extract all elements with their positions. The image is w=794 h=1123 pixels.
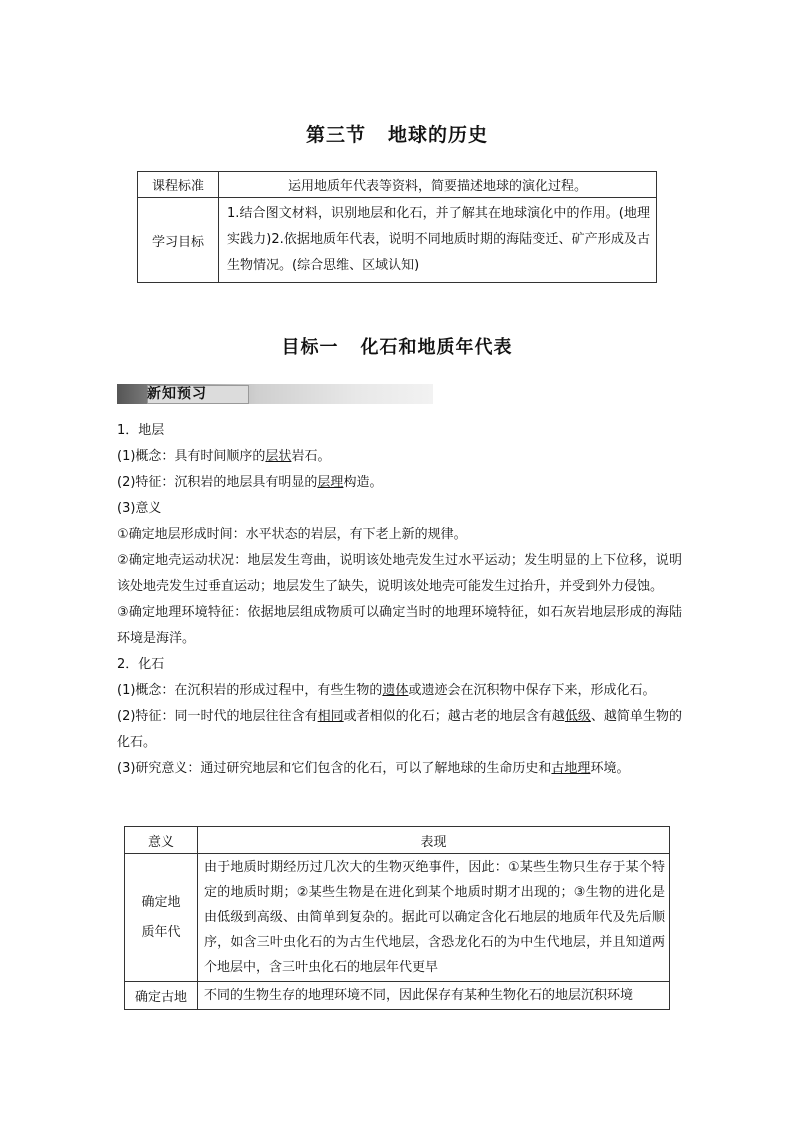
goal-title [0, 333, 794, 359]
objective-text: 1.结合图文材料，识别地层和化石，并了解其在地球演化中的作用。(地理实践力)2.依据地质年代表，说明不同地质时期的海陆变迁、矿产形成及古生物情况。(综合思维、区域认知) [219, 198, 657, 283]
table-row [125, 854, 670, 982]
preview-banner-label: 新知预习 [147, 386, 207, 402]
fossil-research: (3)研究意义：通过研究地层和它们包含的化石，可以了解地球的生命历史和古地理环境。 [117, 761, 630, 776]
objective-label: 学习目标 [138, 198, 219, 283]
section-title [0, 120, 794, 147]
section-number: 第三节 [305, 124, 366, 146]
column-header-manifestation: 表现 [198, 827, 670, 854]
course-standards-table [137, 171, 657, 283]
strata-meaning-3: ③确定地理环境特征：依据地层组成物质可以确定当时的地理环境特征，如石灰岩地层形成的海陆环境是海洋。 [117, 605, 682, 646]
fossil-feature: (2)特征：同一时代的地层往往含有相同或者相似的化石；越古老的地层含有越低级、越简单生物的化石。 [117, 709, 682, 750]
strata-meaning-heading: (3)意义 [117, 501, 162, 516]
table-row [138, 198, 657, 283]
row-text-paleogeography: 不同的生物生存的地理环境不同，因此保存有某种生物化石的地层沉积环境 [198, 982, 670, 1010]
fossil-concept: (1)概念：在沉积岩的形成过程中，有些生物的遗体或遗迹会在沉积物中保存下来，形成化石。 [117, 683, 656, 698]
section-name: 地球的历史 [388, 124, 489, 146]
strata-concept: (1)概念：具有时间顺序的层状岩石。 [117, 449, 331, 464]
standard-label: 课程标准 [138, 172, 219, 198]
strata-meaning-2: ②确定地壳运动状况：地层发生弯曲，说明该处地壳发生过水平运动；发生明显的上下位移，说明该处地壳发生过垂直运动；地层发生了缺失，说明该处地壳可能发生过抬升，并受到外力侵蚀。 [117, 553, 682, 594]
row-label-paleogeography: 确定古地 [125, 982, 198, 1010]
row-label-geologic-age: 确定地质年代 [125, 854, 198, 982]
column-header-meaning: 意义 [125, 827, 198, 854]
standard-text: 运用地质年代表等资料，简要描述地球的演化过程。 [219, 172, 657, 198]
strata-section [117, 418, 682, 782]
fossil-heading: 2．化石 [117, 657, 165, 672]
row-text-geologic-age: 由于地质时期经历过几次大的生物灭绝事件，因此：①某些生物只生存于某个特定的地质时期；②某些生物是在进化到某个地质时期才出现的；③生物的进化是由低级到高级、由简单到复杂的。据此可以确定含化石地层的地质年代及先后顺序，如含三叶虫化石的为古生代地层，含恐龙化石的为中生代地层，并且知道两个地层中，含三叶虫化石的地层年代更早 [198, 854, 670, 982]
table-row [138, 172, 657, 198]
goal-number: 目标一 [281, 337, 339, 358]
strata-heading: 1．地层 [117, 423, 165, 438]
strata-meaning-1: ①确定地层形成时间：水平状态的岩层，有下老上新的规律。 [117, 527, 467, 542]
fossil-significance-table [124, 826, 670, 1010]
table-header-row [125, 827, 670, 854]
strata-feature: (2)特征：沉积岩的地层具有明显的层理构造。 [117, 475, 383, 490]
goal-name: 化石和地质年代表 [360, 337, 513, 358]
table-row [125, 982, 670, 1010]
